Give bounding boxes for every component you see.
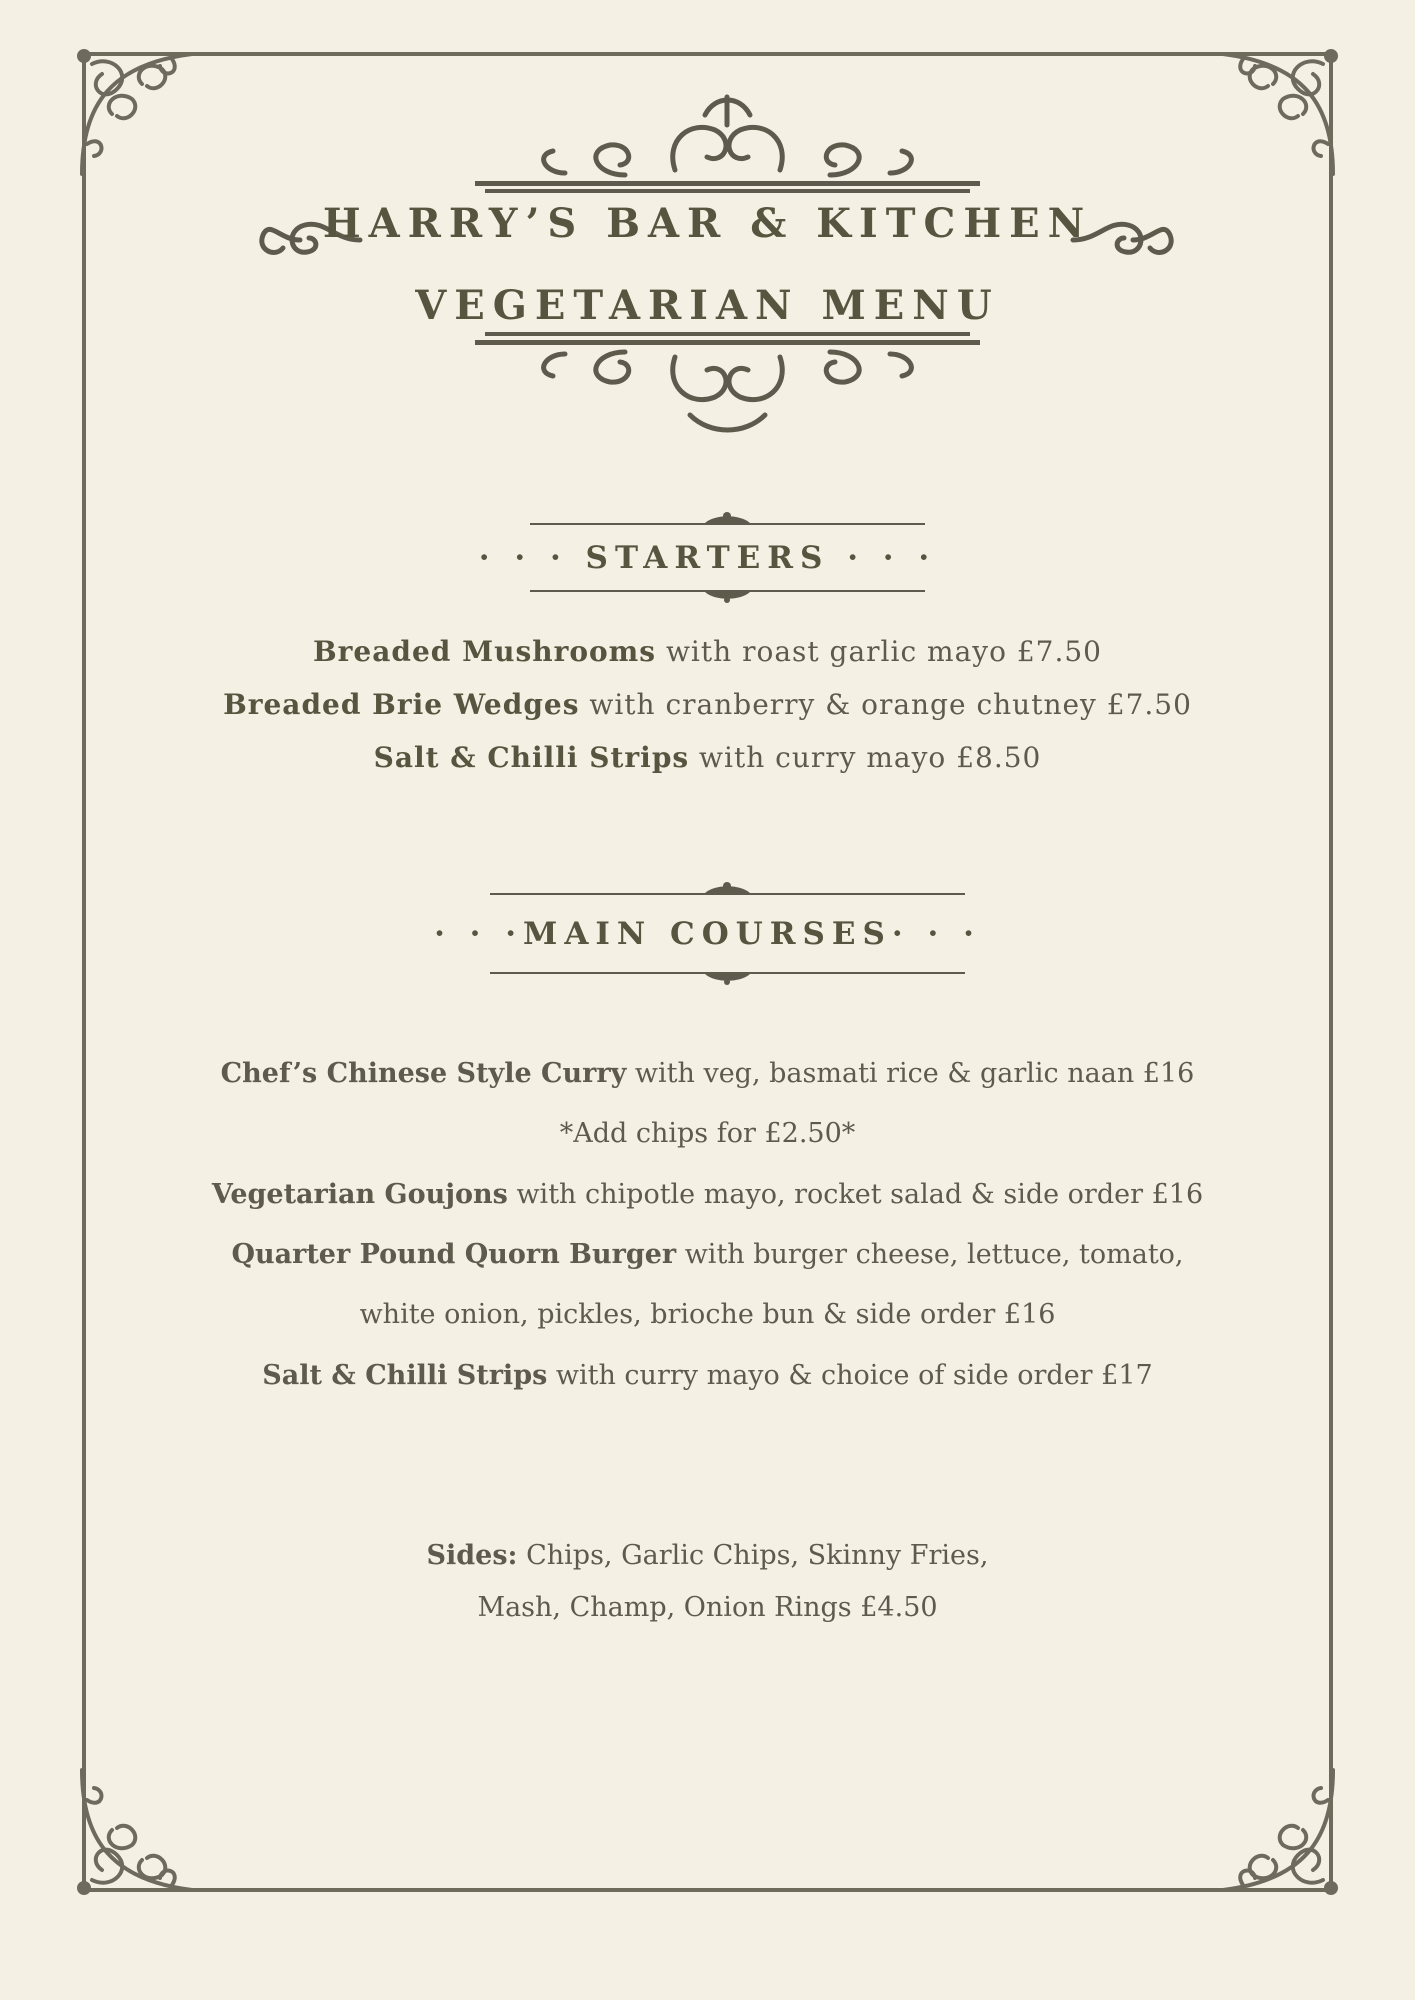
- sides-list: Chips, Garlic Chips, Skinny Fries,: [517, 1540, 989, 1571]
- sides-line: [0, 1540, 1415, 1571]
- item-detail: with chipotle mayo, rocket salad & side order £16: [507, 1179, 1204, 1210]
- main-course-item: [0, 1058, 1415, 1089]
- item-detail: with roast garlic mayo £7.50: [656, 635, 1102, 668]
- main-course-note: [0, 1118, 1415, 1149]
- item-detail: with veg, basmati rice & garlic naan £16: [626, 1058, 1195, 1089]
- starters-heading: · · · STARTERS · · ·: [478, 540, 937, 576]
- starter-item: [0, 688, 1415, 721]
- corner-flourish-icon: [72, 1760, 212, 1900]
- starters-bottom-divider-icon: [530, 588, 925, 604]
- sides-list: Mash, Champ, Onion Rings £4.50: [477, 1592, 938, 1623]
- mains-top-divider-icon: [490, 882, 965, 898]
- item-detail: white onion, pickles, brioche bun & side order £16: [359, 1299, 1056, 1330]
- corner-flourish-icon: [1203, 1760, 1343, 1900]
- starter-item: [0, 635, 1415, 668]
- item-detail: with curry mayo £8.50: [689, 741, 1042, 774]
- item-detail: with curry mayo & choice of side order £17: [547, 1360, 1153, 1391]
- mains-bottom-divider-icon: [490, 970, 965, 986]
- item-name: Salt & Chilli Strips: [373, 741, 690, 774]
- corner-flourish-icon: [72, 44, 212, 184]
- item-name: Quarter Pound Quorn Burger: [231, 1239, 677, 1270]
- main-courses-heading: · · ·MAIN COURSES· · ·: [434, 916, 981, 952]
- menu-title: VEGETARIAN MENU: [415, 282, 1000, 329]
- item-detail: *Add chips for £2.50*: [559, 1118, 856, 1149]
- main-course-item: [0, 1179, 1415, 1210]
- sides-label: Sides:: [426, 1540, 518, 1571]
- item-name: Vegetarian Goujons: [211, 1179, 508, 1210]
- sides-line: [0, 1592, 1415, 1623]
- item-name: Breaded Brie Wedges: [223, 688, 580, 721]
- starter-item: [0, 741, 1415, 774]
- starters-top-divider-icon: [530, 512, 925, 528]
- restaurant-name: HARRY’S BAR & KITCHEN: [322, 200, 1093, 247]
- main-course-item: [0, 1239, 1415, 1270]
- item-name: Salt & Chilli Strips: [262, 1360, 548, 1391]
- header-top-flourish-icon: [475, 85, 980, 195]
- item-name: Breaded Mushrooms: [313, 635, 657, 668]
- item-name: Chef’s Chinese Style Curry: [220, 1058, 627, 1089]
- header-bottom-flourish-icon: [475, 330, 980, 445]
- corner-flourish-icon: [1203, 44, 1343, 184]
- item-detail: with cranberry & orange chutney £7.50: [579, 688, 1192, 721]
- main-course-item: [0, 1360, 1415, 1391]
- item-detail: with burger cheese, lettuce, tomato,: [676, 1239, 1184, 1270]
- main-course-item-continued: [0, 1299, 1415, 1330]
